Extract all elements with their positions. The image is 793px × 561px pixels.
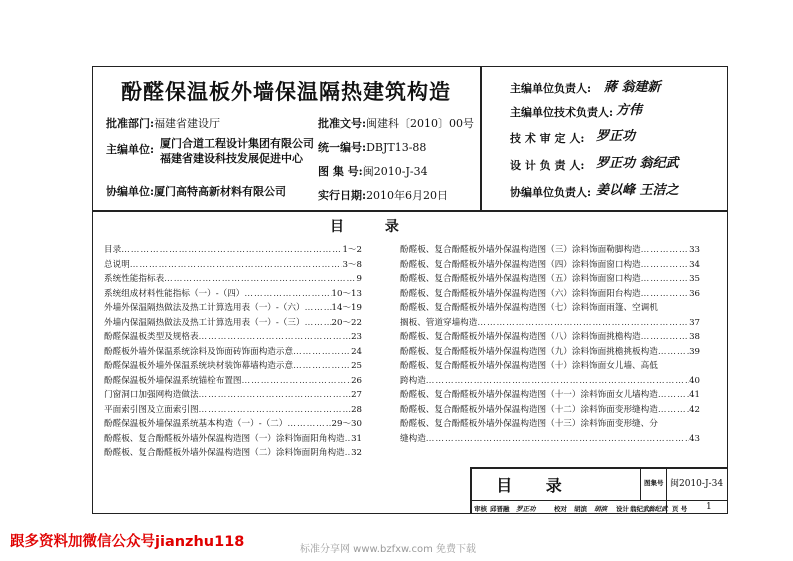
toc-leader-dots xyxy=(658,345,689,360)
toc-leader-dots xyxy=(658,388,689,403)
effective-date xyxy=(318,187,448,203)
toc-entry-title: 酚醛板、复合酚醛板外墙外保温构造图（三）涂料饰面勒脚构造 xyxy=(400,245,641,255)
toc-leader-dots xyxy=(244,287,331,302)
toc-entry-title: 酚醛板、复合酚醛板外墙外保温构造图（四）涂料饰面窗口构造 xyxy=(400,259,641,270)
toc-entry-title: 酚醛板、复合酚醛板外墙外保温构造图（七）涂料饰面雨篷、空调机 xyxy=(400,303,658,313)
toc-entry xyxy=(104,403,362,418)
toc-entry-page: 31 xyxy=(351,433,362,444)
toc-entry-title: 缝构造 xyxy=(400,433,426,444)
tb-reviewer-print: 邱晋融 xyxy=(490,505,510,513)
toc-entry xyxy=(104,446,362,461)
toc-entry xyxy=(400,359,700,374)
toc-entry xyxy=(104,243,362,258)
toc-entry xyxy=(400,330,700,345)
toc-entry-page: 33 xyxy=(689,245,700,255)
toc-entry-title: 酚醛保温板外墙外保温系统块材装饰幕墙构造示意 xyxy=(104,361,294,371)
header-divider-vertical xyxy=(480,66,482,210)
toc-entry-title: 酚醛板、复合酚醛板外墙外保温构造图（五）涂料饰面窗口构造 xyxy=(400,274,641,284)
toc-entry-page: 26 xyxy=(351,375,362,386)
toc-leader-dots xyxy=(293,359,351,374)
toc-entry-page: 35 xyxy=(689,274,700,284)
tb-designer-sig: 翁纪武 xyxy=(648,505,668,513)
toc-leader-dots xyxy=(641,330,689,345)
toc-entry xyxy=(400,258,700,273)
sig-label-review: 技 术 审 定 人: xyxy=(510,132,585,145)
toc-entry-page: 1～2 xyxy=(342,245,362,255)
toc-entry-page: 40 xyxy=(689,375,700,386)
toc-entry xyxy=(400,345,700,360)
co-editor xyxy=(106,183,286,199)
toc-entry-page: 37 xyxy=(689,317,700,328)
toc-entry xyxy=(400,374,700,389)
toc-entry-page: 25 xyxy=(351,361,362,371)
atlas-number-value: 闽2010-J-34 xyxy=(362,165,428,178)
toc-entry-page: 34 xyxy=(689,259,700,270)
toc-entry xyxy=(400,417,700,432)
toc-entry-page: 38 xyxy=(689,332,700,342)
toc-leader-dots xyxy=(658,417,700,432)
toc-entry-title: 跨构造 xyxy=(400,375,426,386)
toc-leader-dots xyxy=(164,272,356,287)
toc-leader-dots xyxy=(426,374,689,389)
toc-entry-page: 39 xyxy=(689,346,700,357)
tb-designer-print: 翁纪武 xyxy=(630,505,650,513)
toc-leader-dots xyxy=(305,316,332,331)
toc-entry xyxy=(400,287,700,302)
toc-entry-title: 搁板、管道穿墙构造 xyxy=(400,317,478,328)
toc-entry xyxy=(400,432,700,447)
sig-label-chief: 主编单位负责人: xyxy=(510,82,592,95)
toc-entry-title: 目录 xyxy=(104,245,122,255)
doc-number xyxy=(318,115,474,131)
toc-entry xyxy=(104,301,362,316)
toc-entry-page: 23 xyxy=(351,332,362,342)
toc-leader-dots xyxy=(287,417,331,432)
document-title: 酚醛保温板外墙保温隔热建筑构造 xyxy=(121,80,451,104)
tb-atlas-value: 闽2010-J-34 xyxy=(670,479,724,489)
header-info xyxy=(92,66,480,210)
approver-value: 福建省建设厅 xyxy=(154,117,221,130)
toc-entry-title: 酚醛板外墙外保温系统涂料及饰面砖饰面构造示意 xyxy=(104,346,294,357)
toc-entry xyxy=(104,258,362,273)
toc-left-column xyxy=(104,243,362,461)
sig-label-design: 设 计 负 责 人: xyxy=(510,159,585,172)
toc-entry-page: 20～22 xyxy=(331,317,362,328)
tb-review-label: 审核 xyxy=(474,505,487,513)
signature-co: 姜以峰 王洁之 xyxy=(596,183,679,198)
approver xyxy=(106,115,220,131)
tb-checker-sig: 胡滨 xyxy=(594,505,607,513)
toc-leader-dots xyxy=(199,403,352,418)
unified-number-label: 统一编号: xyxy=(318,141,367,154)
sig-label-tech: 主编单位技术负责人: xyxy=(510,106,614,119)
toc-entry xyxy=(400,316,700,331)
toc-entry-title: 门窗洞口加强网构造做法 xyxy=(104,390,199,400)
toc-leader-dots xyxy=(641,243,689,258)
toc-entry xyxy=(104,272,362,287)
toc-entry-page: 41 xyxy=(689,390,700,400)
toc-entry-title: 酚醛板、复合酚醛板外墙外保温构造图（十一）涂料饰面女儿墙构造 xyxy=(400,390,658,400)
watermark-text: 标准分享网 www.bzfxw.com 免费下载 xyxy=(300,544,476,555)
toc-entry-title: 总说明 xyxy=(104,259,130,270)
toc-leader-dots xyxy=(293,345,351,360)
toc-entry xyxy=(104,345,362,360)
tb-page-label: 页 号 xyxy=(672,505,688,513)
toc-entry-title: 酚醛板、复合酚醛板外墙外保温构造图（十二）涂料饰面变形缝构造 xyxy=(400,404,658,415)
toc-entry-title: 酚醛板、复合酚醛板外墙外保温构造图（十三）涂料饰面变形缝、分 xyxy=(400,419,658,429)
toc-entry-page: 27 xyxy=(351,390,362,400)
unified-number-value: DBJT13-88 xyxy=(366,141,427,154)
tb-title: 目 录 xyxy=(496,476,576,495)
co-editor-value: 厦门高特高新材料有限公司 xyxy=(154,185,287,198)
toc-entry xyxy=(104,359,362,374)
toc-entry-title: 外墙外保温隔热做法及热工计算选用表（一）-（六） xyxy=(104,303,305,313)
toc-entry xyxy=(400,403,700,418)
toc-entry-title: 系统组成材料性能指标（一）-（四） xyxy=(104,288,245,299)
toc-entry-title: 酚醛板、复合酚醛板外墙外保温构造图（六）涂料饰面阳台构造 xyxy=(400,288,641,299)
toc-entry xyxy=(400,388,700,403)
toc-entry-title: 酚醛保温板外墙保温系统锚栓布置图 xyxy=(104,375,242,386)
tb-col-line-1 xyxy=(640,467,641,500)
title-block xyxy=(470,467,728,514)
toc-leader-dots xyxy=(658,403,689,418)
editor-2: 福建省建设科技发展促进中心 xyxy=(160,152,303,165)
signature-review: 罗正功 xyxy=(596,129,636,144)
tb-page-value: 1 xyxy=(706,502,712,512)
toc-entry-page: 28 xyxy=(351,404,362,415)
toc-leader-dots xyxy=(641,287,689,302)
promo-text: 跟多资料加微信公众号jianzhu118 xyxy=(10,534,245,550)
atlas-number-label: 图 集 号: xyxy=(318,165,363,178)
co-editor-label: 协编单位: xyxy=(106,185,155,198)
toc-entry-page: 14～19 xyxy=(331,303,362,313)
tb-design-label: 设计 xyxy=(616,505,629,513)
toc-leader-dots xyxy=(305,301,332,316)
tb-row-line xyxy=(470,500,728,501)
toc-entry xyxy=(104,417,362,432)
toc-right-column xyxy=(400,243,700,446)
toc-leader-dots xyxy=(242,374,352,389)
effective-date-value: 2010年6月20日 xyxy=(366,189,449,202)
toc-entry-page: 29～30 xyxy=(331,419,362,429)
toc-leader-dots xyxy=(658,301,700,316)
toc-entry-page: 9 xyxy=(356,274,362,284)
toc-entry-page: 24 xyxy=(351,346,362,357)
sig-label-co: 协编单位负责人: xyxy=(510,186,592,199)
toc-leader-dots xyxy=(130,258,343,273)
approver-label: 批准部门: xyxy=(106,117,155,130)
toc-entry-page: 10～13 xyxy=(331,288,362,299)
toc-leader-dots xyxy=(121,243,342,258)
toc-entry-page: 32 xyxy=(351,448,362,458)
toc-entry xyxy=(104,388,362,403)
toc-entry xyxy=(400,272,700,287)
toc-entry-title: 平面索引图及立面索引图 xyxy=(104,404,199,415)
toc-leader-dots xyxy=(641,272,689,287)
toc-leader-dots xyxy=(641,258,689,273)
toc-entry xyxy=(104,330,362,345)
toc-entry xyxy=(104,374,362,389)
atlas-number xyxy=(318,163,428,179)
tb-checker-print: 胡滨 xyxy=(574,505,587,513)
toc-entry xyxy=(400,243,700,258)
tb-reviewer-sig: 罗正功 xyxy=(516,505,536,513)
tb-atlas-label: 图集号 xyxy=(644,479,664,487)
toc-leader-dots xyxy=(199,330,352,345)
toc-heading: 目 录 xyxy=(330,219,417,235)
tb-border-left xyxy=(470,467,472,514)
toc-leader-dots xyxy=(199,388,352,403)
toc-entry-title: 系统性能指标表 xyxy=(104,274,165,284)
toc-leader-dots xyxy=(426,432,689,447)
toc-entry-title: 酚醛保温板外墙保温系统基本构造（一）-（二） xyxy=(104,419,288,429)
toc-entry xyxy=(104,316,362,331)
toc-entry-title: 酚醛保温板类型及规格表 xyxy=(104,332,199,342)
signature-tech: 方伟 xyxy=(616,103,643,118)
editor-1: 厦门合道工程设计集团有限公司 xyxy=(160,137,314,150)
toc-entry-title: 酚醛板、复合酚醛板外墙外保温构造图（八）涂料饰面挑檐构造 xyxy=(400,332,641,342)
toc-entry-title: 酚醛板、复合酚醛板外墙外保温构造图（一）涂料饰面阳角构造 xyxy=(104,433,345,444)
toc-entry-page: 36 xyxy=(689,288,700,299)
doc-number-label: 批准文号: xyxy=(318,117,367,130)
toc-entry-title: 酚醛板、复合酚醛板外墙外保温构造图（十）涂料饰面女儿墙、高低 xyxy=(400,361,658,371)
toc-leader-dots xyxy=(658,359,700,374)
doc-number-value: 闽建科〔2010〕00号 xyxy=(366,117,475,130)
toc-entry-page: 43 xyxy=(689,433,700,444)
toc-entry xyxy=(400,301,700,316)
toc-entry-page: 3～8 xyxy=(342,259,362,270)
toc-entry-title: 外墙内保温隔热做法及热工计算选用表（一）-（三） xyxy=(104,317,305,328)
unified-number xyxy=(318,139,426,155)
toc-entry xyxy=(104,432,362,447)
signature-design: 罗正功 翁纪武 xyxy=(596,156,679,171)
toc-entry-page: 42 xyxy=(689,404,700,415)
tb-border-top xyxy=(470,467,728,469)
toc-entry-title: 酚醛板、复合酚醛板外墙外保温构造图（九）涂料饰面挑檐挑板构造 xyxy=(400,346,658,357)
toc-entry xyxy=(104,287,362,302)
toc-entry-title: 酚醛板、复合酚醛板外墙外保温构造图（二）涂料饰面阴角构造 xyxy=(104,448,345,458)
effective-date-label: 实行日期: xyxy=(318,189,367,202)
signature-chief: 蔣 翁建新 xyxy=(604,80,661,95)
toc-leader-dots xyxy=(477,316,689,331)
editor-label: 主编单位: xyxy=(106,143,155,156)
header-divider-horizontal xyxy=(92,210,728,212)
tb-check-label: 校对 xyxy=(554,505,567,513)
